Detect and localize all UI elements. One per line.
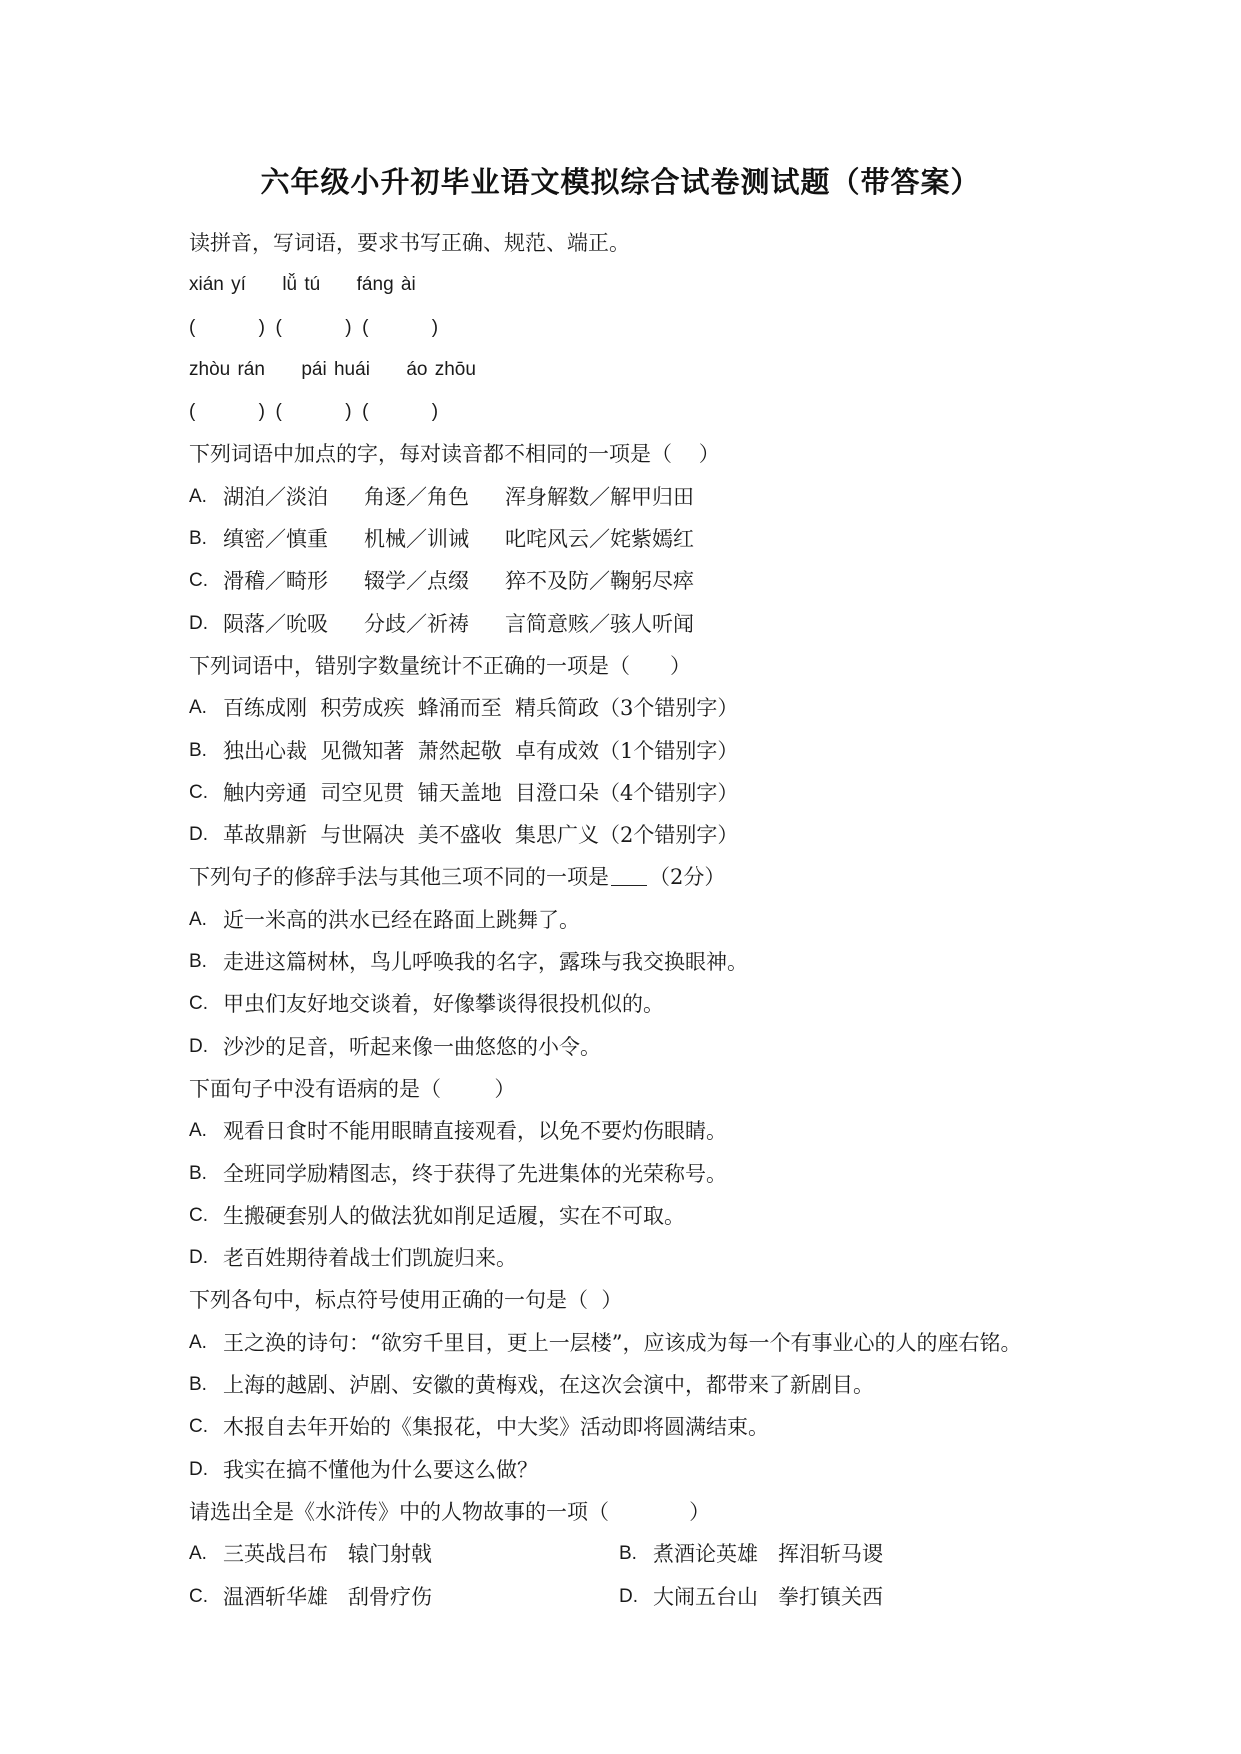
option-item bbox=[189, 814, 1089, 856]
question-stem: 请选出全是《水浒传》中的人物故事的一项（ ） bbox=[189, 1499, 711, 1524]
option-text: 全班同学励精图志，终于获得了先进集体的光荣称号。 bbox=[223, 1161, 727, 1186]
option-text bbox=[223, 603, 694, 645]
pinyin-item: áo zhōu bbox=[406, 358, 476, 380]
option-item bbox=[189, 518, 1089, 560]
option-letter: A. bbox=[189, 485, 207, 507]
option-text: 观看日食时不能用眼睛直接观看，以免不要灼伤眼睛。 bbox=[223, 1119, 727, 1144]
option-text: 木报自去年开始的《集报花，中大奖》活动即将圆满结束。 bbox=[223, 1415, 769, 1440]
page-title: 六年级小升初毕业语文模拟综合试卷测试题（带答案） bbox=[260, 165, 981, 199]
option-text bbox=[223, 560, 694, 602]
option-letter: C. bbox=[189, 993, 208, 1015]
pinyin-item: lǚ tú bbox=[282, 274, 321, 296]
option-letter: D. bbox=[189, 1458, 208, 1480]
option-text bbox=[223, 476, 694, 518]
option-letter: A. bbox=[189, 1331, 207, 1353]
option-text: 我实在搞不懂他为什么要这么做？ bbox=[223, 1457, 538, 1482]
option-item bbox=[189, 603, 1089, 645]
pinyin-item: zhòu rán bbox=[189, 358, 265, 380]
option-item bbox=[189, 476, 1089, 518]
question-stem: 读拼音，写词语，要求书写正确、规范、端正。 bbox=[189, 231, 630, 255]
word-pair: 陨落／吮吸 bbox=[223, 611, 328, 636]
option-item bbox=[189, 1406, 1089, 1448]
question-stem: 下列各句中，标点符号使用正确的一句是（ ） bbox=[189, 1288, 623, 1313]
word-pair: 湖泊／淡泊 bbox=[223, 484, 328, 509]
word-pair: 叱咤风云／姹紫嫣红 bbox=[505, 527, 694, 552]
option-text: 三英战吕布 辕门射戟 bbox=[223, 1542, 433, 1567]
answer-blanks: ( ) ( ) ( ) bbox=[189, 401, 439, 423]
option-letter: C. bbox=[189, 1204, 208, 1226]
option-letter: A. bbox=[189, 1543, 207, 1565]
option-item bbox=[189, 1322, 1089, 1364]
option-row bbox=[189, 1533, 1089, 1575]
option-item bbox=[189, 772, 1089, 814]
word-pair: 滑稽／畸形 bbox=[223, 569, 328, 594]
question-stem: 下面句子中没有语病的是（ ） bbox=[189, 1076, 516, 1101]
option-item bbox=[189, 1449, 1089, 1491]
option-text: 老百姓期待着战士们凯旋归来。 bbox=[223, 1246, 517, 1271]
word-pair: 辍学／点缀 bbox=[364, 569, 469, 594]
option-text: 生搬硬套别人的做法犹如削足适履，实在不可取。 bbox=[223, 1203, 685, 1228]
option-item bbox=[189, 1576, 619, 1618]
option-letter: C. bbox=[189, 1416, 208, 1438]
pinyin-item: fáng ài bbox=[356, 274, 416, 296]
option-item bbox=[189, 1195, 1089, 1237]
option-text: 走进这篇树林，鸟儿呼唤我的名字，露珠与我交换眼神。 bbox=[223, 950, 748, 975]
pinyin-item: xián yí bbox=[189, 274, 246, 296]
option-letter: B. bbox=[189, 1162, 207, 1184]
option-row bbox=[189, 1576, 1089, 1618]
score-note: （2分） bbox=[649, 865, 726, 890]
pinyin-item: pái huái bbox=[301, 358, 370, 380]
option-text: 王之涣的诗句：“欲穷千里目，更上一层楼”，应该成为每一个有事业心的人的座右铭。 bbox=[223, 1330, 1022, 1355]
option-item bbox=[189, 1110, 1089, 1152]
pinyin-row bbox=[189, 264, 1089, 306]
word-pair: 缜密／慎重 bbox=[223, 527, 328, 552]
option-letter: A. bbox=[189, 908, 207, 930]
option-letter: D. bbox=[189, 1247, 208, 1269]
option-text: 百练成刚 积劳成疾 蜂涌而至 精兵简政（3个错别字） bbox=[223, 696, 739, 721]
option-text: 独出心裁 见微知著 萧然起敬 卓有成效（1个错别字） bbox=[223, 738, 739, 763]
option-item bbox=[189, 1153, 1089, 1195]
option-item bbox=[619, 1533, 1049, 1575]
option-letter: D. bbox=[619, 1585, 638, 1607]
option-letter: B. bbox=[189, 951, 207, 973]
word-pair: 言简意赅／骇人听闻 bbox=[505, 611, 694, 636]
word-pair: 浑身解数／解甲归田 bbox=[505, 484, 694, 509]
option-text: 大闹五台山 拳打镇关西 bbox=[653, 1584, 884, 1609]
word-pair: 猝不及防／鞠躬尽瘁 bbox=[505, 569, 694, 594]
option-letter: B. bbox=[189, 739, 207, 761]
word-pair: 机械／训诫 bbox=[364, 527, 469, 552]
option-item bbox=[189, 1364, 1089, 1406]
option-text: 触内旁通 司空见贯 铺天盖地 目澄口朵（4个错别字） bbox=[223, 780, 739, 805]
option-item bbox=[189, 1026, 1089, 1068]
option-letter: B. bbox=[189, 528, 207, 550]
option-item bbox=[189, 899, 1089, 941]
option-item bbox=[189, 941, 1089, 983]
option-text: 温酒斩华雄 刮骨疗伤 bbox=[223, 1584, 433, 1609]
option-item bbox=[619, 1576, 1049, 1618]
option-letter: B. bbox=[189, 1374, 207, 1396]
option-letter: C. bbox=[189, 1585, 208, 1607]
option-text: 煮酒论英雄 挥泪斩马谡 bbox=[653, 1542, 884, 1567]
option-item bbox=[189, 730, 1089, 772]
option-letter: D. bbox=[189, 612, 208, 634]
pinyin-row bbox=[189, 349, 1089, 391]
option-text bbox=[223, 518, 694, 560]
answer-blanks: ( ) ( ) ( ) bbox=[189, 316, 439, 338]
option-letter: D. bbox=[189, 1035, 208, 1057]
option-letter: A. bbox=[189, 1120, 207, 1142]
question-stem: 下列词语中，错别字数量统计不正确的一项是（ ） bbox=[189, 653, 692, 678]
option-text: 沙沙的足音，听起来像一曲悠悠的小令。 bbox=[223, 1034, 601, 1059]
option-item bbox=[189, 560, 1089, 602]
question-stem bbox=[189, 856, 1089, 898]
option-text: 上海的越剧、泸剧、安徽的黄梅戏，在这次会演中，都带来了新剧目。 bbox=[223, 1373, 874, 1398]
option-item bbox=[189, 687, 1089, 729]
option-item bbox=[189, 983, 1089, 1025]
option-item bbox=[189, 1237, 1089, 1279]
option-text: 甲虫们友好地交谈着，好像攀谈得很投机似的。 bbox=[223, 992, 664, 1017]
option-letter: C. bbox=[189, 781, 208, 803]
option-letter: B. bbox=[619, 1543, 637, 1565]
question-stem: 下列词语中加点的字，每对读音都不相同的一项是（ ） bbox=[189, 442, 720, 467]
option-letter: A. bbox=[189, 697, 207, 719]
stem-text: 下列句子的修辞手法与其他三项不同的一项是 bbox=[189, 865, 609, 890]
option-letter: D. bbox=[189, 824, 208, 846]
answer-blank[interactable] bbox=[611, 863, 647, 886]
word-pair: 分歧／祈祷 bbox=[364, 611, 469, 636]
option-text: 近一米高的洪水已经在路面上跳舞了。 bbox=[223, 907, 580, 932]
option-letter: C. bbox=[189, 570, 208, 592]
option-item bbox=[189, 1533, 619, 1575]
option-text: 革故鼎新 与世隔决 美不盛收 集思广义（2个错别字） bbox=[223, 823, 739, 848]
word-pair: 角逐／角色 bbox=[364, 484, 469, 509]
exam-content bbox=[189, 222, 1089, 1618]
